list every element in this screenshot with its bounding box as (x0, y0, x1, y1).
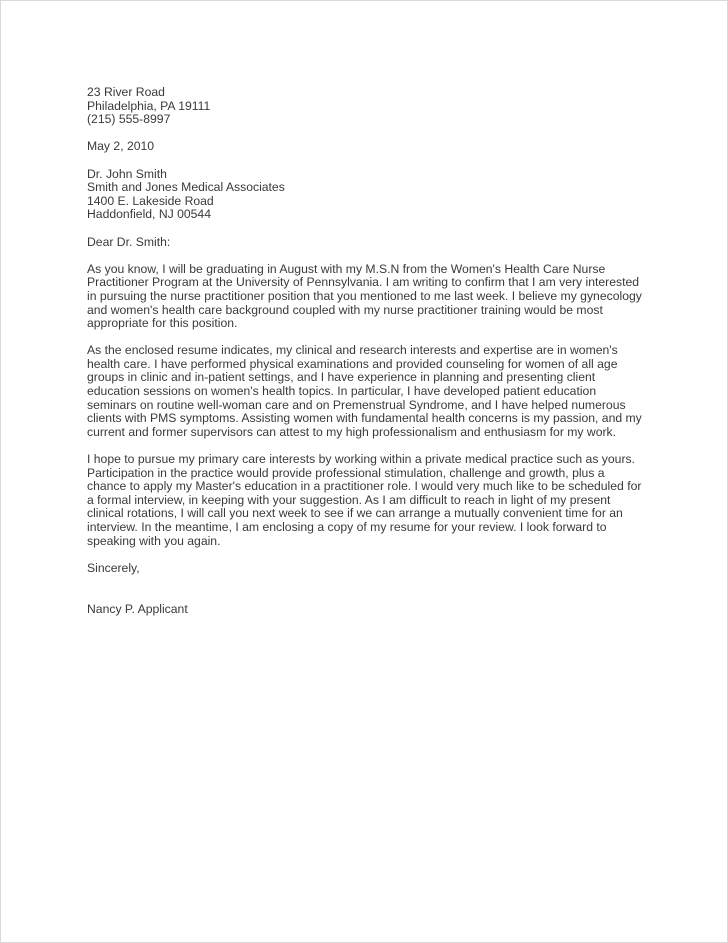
letter-date (87, 140, 643, 154)
sender-city-state-zip: Philadelphia, PA 19111 (87, 98, 211, 113)
closing (87, 562, 643, 576)
cover-letter (87, 86, 643, 630)
signature-name: Nancy P. Applicant (87, 601, 188, 616)
recipient-name: Dr. John Smith (87, 166, 167, 181)
recipient-city-state-zip: Haddonfield, NJ 00544 (87, 207, 211, 222)
date-text: May 2, 2010 (87, 139, 155, 154)
salutation-text: Dear Dr. Smith: (87, 234, 171, 249)
sender-phone: (215) 555-8997 (87, 112, 171, 127)
body-paragraph-2: As the enclosed resume indicates, my clinical and research interests and expertise are in women's health care. I have performed physical examinations and provided counseling for women of all age groups in clinic and in-patient settings, and I have experience in planning and presenting client education sessions on women's health topics. In particular, I have developed patient education seminars on routine well-woman care and on Premenstrual Syndrome, and I have helped numerous clients with PMS symptoms. Assisting women with fundamental health concerns is my passion, and my current and former supervisors can attest to my high professionalism and enthusiasm for my work. (87, 343, 642, 439)
sender-address (87, 86, 643, 127)
closing-text: Sincerely, (87, 560, 140, 575)
recipient-company: Smith and Jones Medical Associates (87, 180, 285, 195)
body-paragraph-1: As you know, I will be graduating in August with my M.S.N from the Women's Health Care Nurse Practitioner Program at the University of Pennsylvania. I am writing to confirm that I am very interested in pursuing the nurse practitioner position that you mentioned to me last week. I believe my gynecology and women's health care background coupled with my nurse practitioner training would be most appropriate for this position. (87, 261, 642, 331)
signature (87, 603, 643, 617)
salutation (87, 236, 643, 250)
sender-street: 23 River Road (87, 85, 165, 99)
body-paragraph-3: I hope to pursue my primary care interests by working within a private medical practice such as yours. Participation in the practice would provide professional stimulation, challenge and growth, plus a chance to apply my Master's education in a practitioner role. I would very much like to be scheduled for a formal interview, in keeping with your suggestion. As I am difficult to reach in light of my present clinical rotations, I will call you next week to see if we can arrange a mutually convenient time for an interview. In the meantime, I am enclosing a copy of my resume for your review. I look forward to speaking with you again. (87, 452, 642, 548)
recipient-street: 1400 E. Lakeside Road (87, 193, 214, 208)
recipient-address (87, 168, 643, 222)
